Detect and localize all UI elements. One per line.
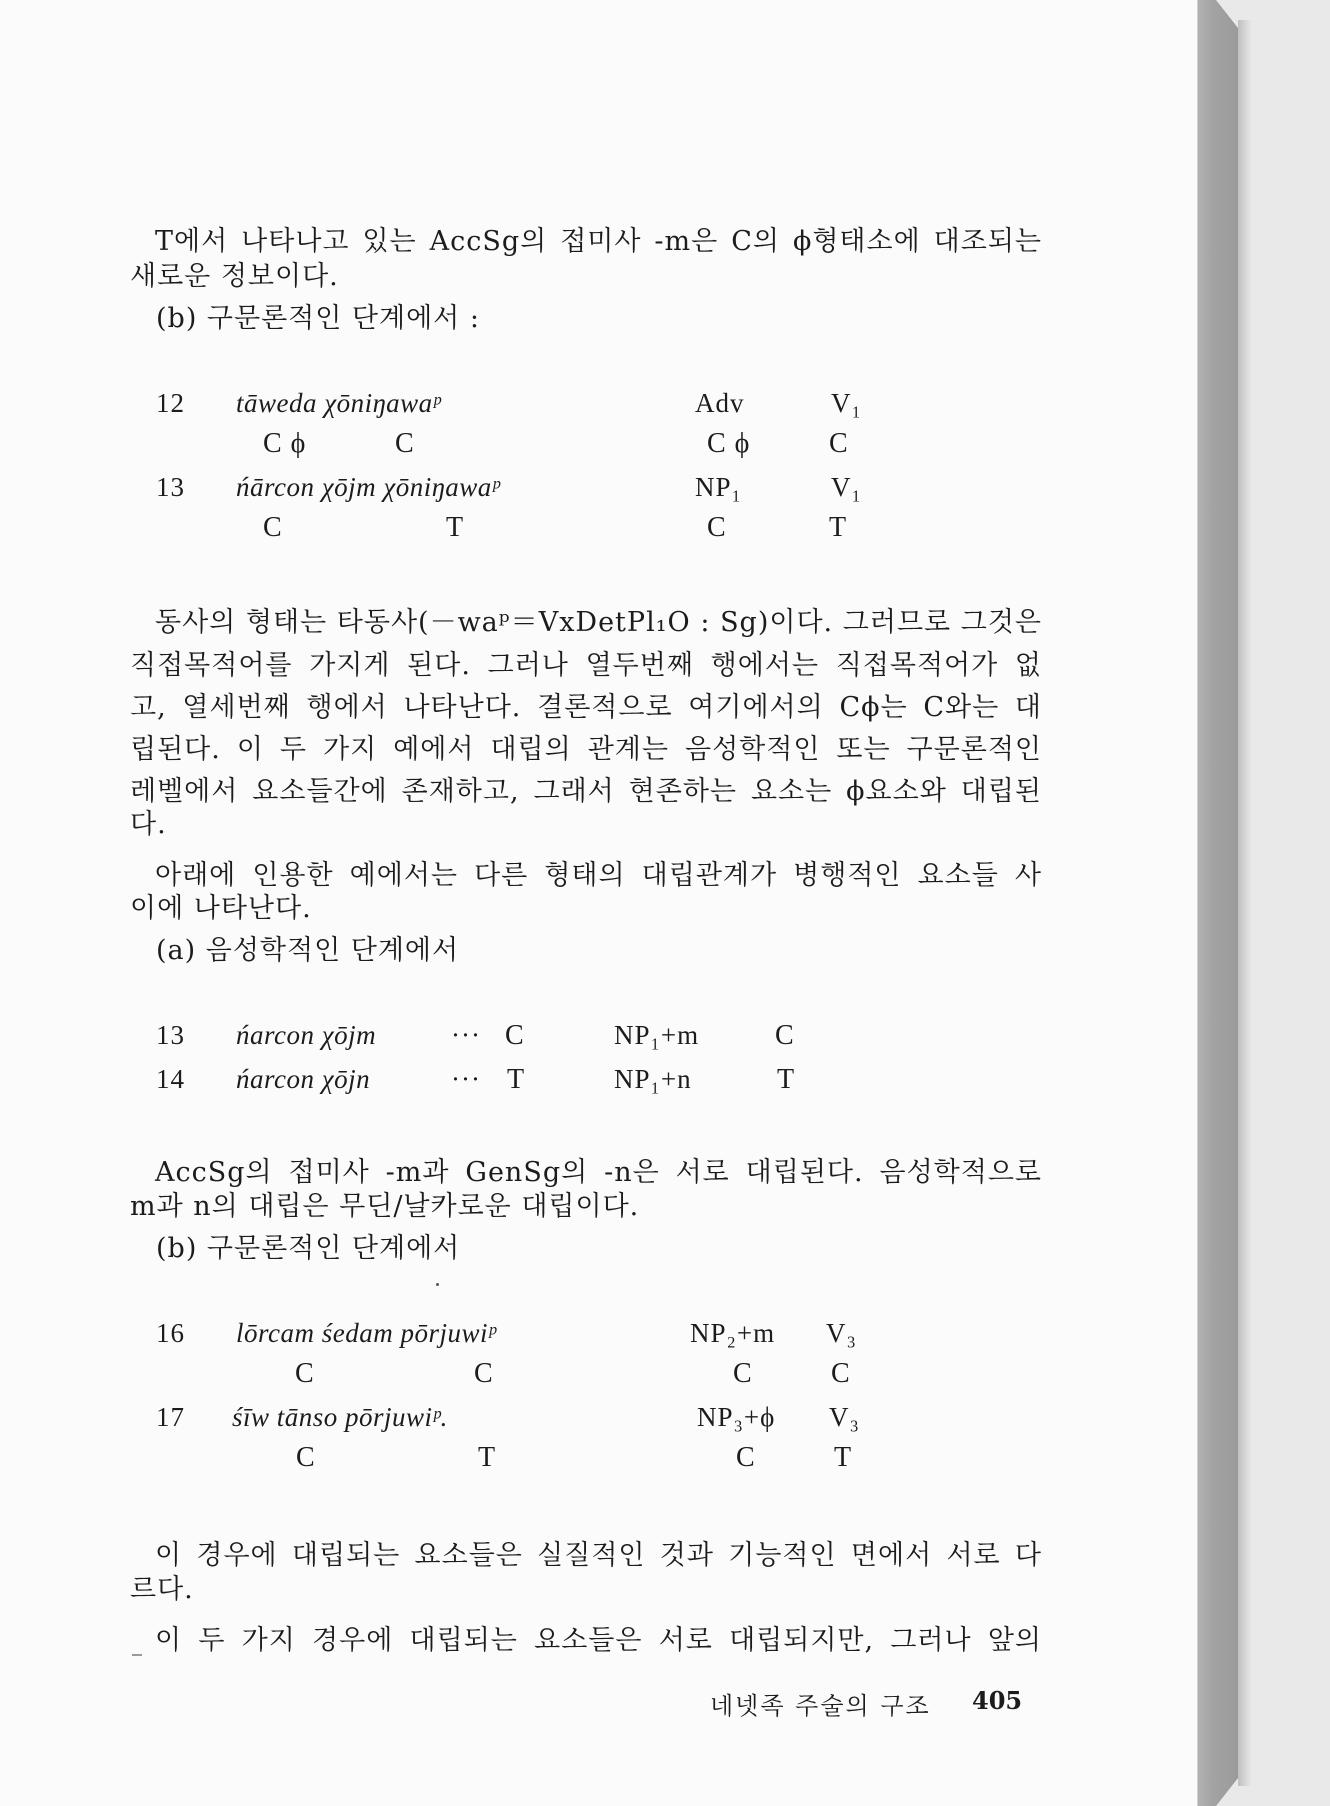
- paragraph-line: 르다.: [130, 1574, 194, 1605]
- gloss-category: NP₃+ϕ: [697, 1402, 776, 1432]
- gloss-marker: C: [736, 1442, 756, 1473]
- gloss-category: NP₁+m: [614, 1020, 700, 1050]
- paragraph-line: 이에 나타난다.: [130, 893, 312, 924]
- gloss-marker: C: [829, 428, 849, 459]
- paragraph-line: 립된다. 이 두 가지 예에서 대립의 관계는 음성학적인 또는 구문론적인: [130, 734, 1042, 765]
- paragraph-line: m과 n의 대립은 무딘/날카로운 대립이다.: [130, 1191, 640, 1222]
- ellipsis: ···: [451, 1064, 481, 1094]
- gloss-marker: C: [263, 512, 283, 543]
- gloss-marker: C: [474, 1358, 494, 1389]
- gloss-marker: T: [507, 1064, 526, 1095]
- gloss-marker: C: [733, 1358, 753, 1389]
- gloss-marker: C: [296, 1442, 316, 1473]
- gloss-marker: T: [478, 1442, 497, 1473]
- gloss-category: NP₁: [695, 472, 742, 502]
- gloss-marker: T: [446, 512, 465, 543]
- paragraph-line: 레벨에서 요소들간에 존재하고, 그래서 현존하는 요소는 ϕ요소와 대립된: [130, 776, 1042, 807]
- paragraph-line: 직접목적어를 가지게 된다. 그러나 열두번째 행에서는 직접목적어가 없: [130, 650, 1042, 681]
- gloss-category: V₃: [829, 1402, 860, 1432]
- paragraph-line: 아래에 인용한 예에서는 다른 형태의 대립관계가 병행적인 요소들 사: [155, 860, 1042, 891]
- paragraph-line: 다.: [130, 809, 167, 840]
- example-number: 16: [156, 1318, 185, 1348]
- example-text: ńārcon χōjm χōniŋawaᵖ: [236, 472, 500, 502]
- example-text: ńarcon χōjn: [236, 1064, 371, 1094]
- example-text: śīw tānso pōrjuwiᵖ.: [232, 1402, 448, 1432]
- gloss-marker: C ϕ: [707, 428, 751, 459]
- paragraph-line: T에서 나타나고 있는 AccSg의 접미사 -m은 C의 ϕ형태소에 대조되는: [155, 226, 1042, 257]
- paragraph-line: AccSg의 접미사 -m과 GenSg의 -n은 서로 대립된다. 음성학적으로: [155, 1157, 1042, 1188]
- gloss-category: V₁: [831, 388, 862, 418]
- example-text: ńarcon χōjm: [236, 1020, 377, 1050]
- book-spine: [1196, 0, 1238, 1806]
- spine-shadow: [1238, 20, 1252, 1786]
- margin-mark: [132, 1654, 142, 1656]
- paragraph-line: 새로운 정보이다.: [130, 261, 339, 292]
- gloss-marker: C: [295, 1358, 315, 1389]
- section-heading: (a) 음성학적인 단계에서: [156, 935, 460, 966]
- gloss-category: V₁: [831, 472, 862, 502]
- paragraph-line: 고, 열세번째 행에서 나타난다. 결론적으로 여기에서의 Cϕ는 C와는 대: [130, 692, 1042, 723]
- section-heading: (b) 구문론적인 단계에서 :: [156, 303, 480, 334]
- ellipsis: ···: [451, 1020, 481, 1050]
- example-number: 17: [156, 1402, 185, 1432]
- section-heading: (b) 구문론적인 단계에서: [156, 1233, 461, 1264]
- gloss-category: V₃: [826, 1318, 857, 1348]
- gloss-category: NP₁+n: [614, 1064, 692, 1094]
- gloss-marker: C: [505, 1020, 525, 1051]
- stray-dot: [436, 1283, 439, 1286]
- paragraph-line: 이 경우에 대립되는 요소들은 실질적인 것과 기능적인 면에서 서로 다: [155, 1540, 1042, 1571]
- page-number: 405: [972, 1686, 1023, 1715]
- gloss-category: Adv: [695, 388, 745, 418]
- example-text: tāweda χōniŋawaᵖ: [236, 388, 441, 418]
- gloss-marker: C ϕ: [263, 428, 307, 459]
- paragraph-line: 동사의 형태는 타동사(－waᵖ＝VxDetPl₁O : Sg)이다. 그러므로 그것은: [155, 607, 1042, 638]
- gloss-marker: T: [834, 1442, 853, 1473]
- example-number: 13: [156, 472, 185, 502]
- gloss-marker: C: [775, 1020, 795, 1051]
- gloss-marker: C: [831, 1358, 851, 1389]
- gloss-category: NP₂+m: [690, 1318, 776, 1348]
- example-number: 14: [156, 1064, 185, 1094]
- gloss-marker: T: [777, 1064, 796, 1095]
- gloss-marker: T: [829, 512, 848, 543]
- paragraph-line: 이 두 가지 경우에 대립되는 요소들은 서로 대립되지만, 그러나 앞의: [155, 1625, 1042, 1656]
- running-footer-title: 네넷족 주술의 구조: [710, 1692, 931, 1720]
- gloss-marker: C: [707, 512, 727, 543]
- gloss-marker: C: [395, 428, 415, 459]
- example-number: 12: [156, 388, 185, 418]
- example-text: lōrcam śedam pōrjuwiᵖ: [236, 1318, 497, 1348]
- example-number: 13: [156, 1020, 185, 1050]
